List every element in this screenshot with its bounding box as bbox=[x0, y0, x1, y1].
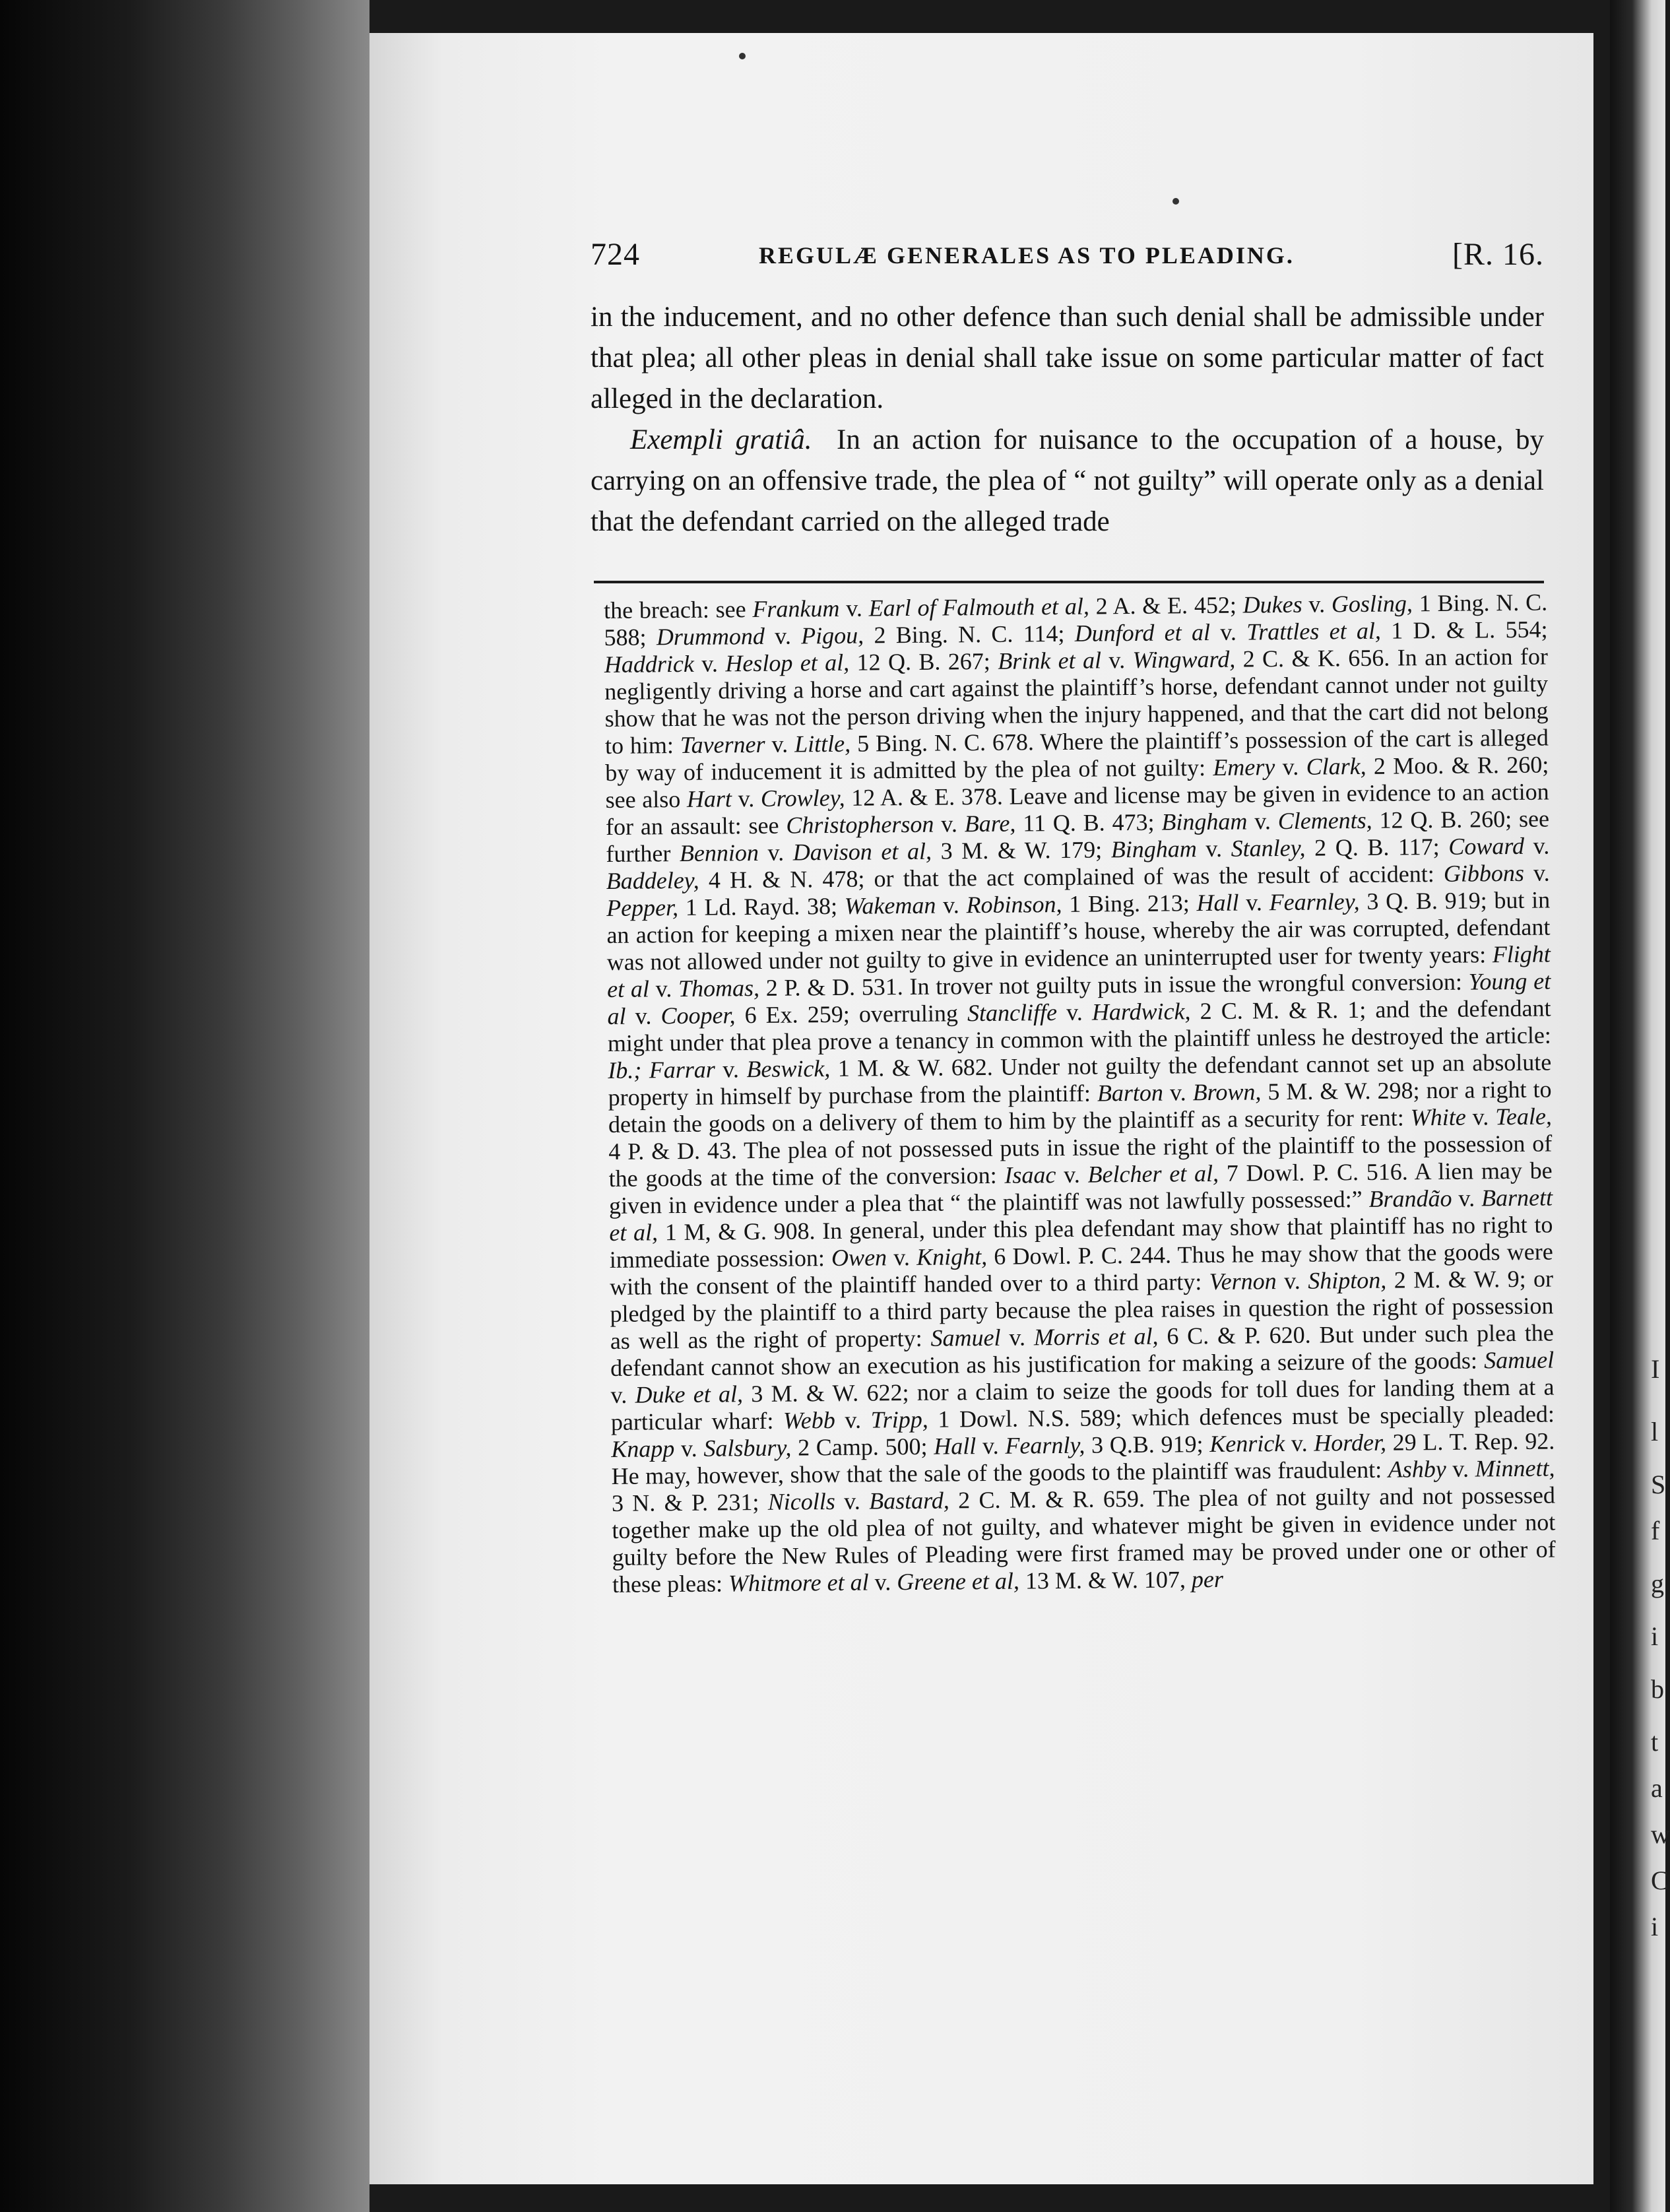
case-name: Duke et al, bbox=[635, 1381, 744, 1408]
footnote-text: v. bbox=[1000, 1324, 1035, 1351]
case-name: Dunford et al bbox=[1074, 618, 1211, 647]
page-number: 724 bbox=[591, 237, 640, 272]
footnote-text: v. bbox=[731, 785, 761, 812]
case-name: Whitmore et al bbox=[728, 1569, 869, 1597]
case-name: Shipton, bbox=[1308, 1266, 1387, 1294]
footnote-text: v. bbox=[1275, 753, 1306, 781]
footnote-text: 3 Q. B. 919; but in an action for keeping a mixen near the plaintiff’s house, whereby the air was corrupted, defendant was not allowed under not guilty to give in evidence an uninterrupted user for twenty years: bbox=[606, 886, 1551, 975]
footnote-text: v. bbox=[1209, 618, 1247, 645]
footnote-text: 29 L. T. Rep. 92. He may, however, show that the sale of the goods to the plaintiff was fraudulent: bbox=[611, 1427, 1555, 1489]
next-page-fragment: l bbox=[1651, 1417, 1659, 1447]
case-name: Greene et al, bbox=[897, 1567, 1020, 1596]
footnote-text: 3 M. & W. 622; nor a claim to seize the goods for toll dues for landing them at a particular wharf: bbox=[610, 1373, 1555, 1435]
case-name: Hall bbox=[934, 1433, 977, 1460]
footnote-text: v. bbox=[1056, 1161, 1088, 1188]
footnote-text bbox=[641, 1057, 649, 1083]
footnote-text: 2 Moo. & R. 260; see also bbox=[605, 751, 1549, 813]
case-name: Earl of Falmouth et al, bbox=[868, 593, 1090, 622]
ink-speck bbox=[1172, 198, 1179, 205]
footnote-text: v. bbox=[1163, 1079, 1193, 1106]
footnote-text: 5 M. & W. 298; nor a right to detain the goods on a delivery of them to him by the plaintiff as a security for rent: bbox=[608, 1076, 1552, 1138]
case-name: Brown, bbox=[1192, 1078, 1262, 1106]
case-name: Crowley, bbox=[760, 784, 845, 812]
footnote-text: 4 H. & N. 478; or that the act complained of was the result of accident: bbox=[699, 860, 1444, 894]
case-name: Ashby bbox=[1388, 1455, 1446, 1483]
footnote-text: v. bbox=[715, 1056, 747, 1083]
footnote-text: v. bbox=[626, 1002, 661, 1029]
case-name: Bennion bbox=[679, 839, 759, 867]
footnote-text: v. bbox=[1524, 832, 1550, 859]
case-name: White bbox=[1410, 1103, 1466, 1131]
footnote-text: 2 Camp. 500; bbox=[791, 1433, 934, 1461]
footnote-text: 1 Bing. N. C. 588; bbox=[604, 589, 1548, 651]
case-name: Drummond bbox=[656, 622, 765, 651]
footnote-text: v. bbox=[1452, 1185, 1482, 1212]
footnote-text: v. bbox=[764, 622, 802, 649]
adjacent-page-edge bbox=[1610, 0, 1670, 2212]
paragraph: in the inducement, and no other defence than such denial shall be admissible under that plea; all other pleas in denial shall take issue on some particular matter of fact alleged in the declaration. bbox=[591, 302, 1544, 414]
footnote-text: 11 Q. B. 473; bbox=[1015, 808, 1162, 837]
case-name: Belcher et al, bbox=[1087, 1159, 1219, 1188]
footnote-text: v. bbox=[1446, 1455, 1475, 1482]
footnote-text: 5 Bing. N. C. 678. Where the plaintiff’s possession of the cart is alleged by way of inducement it is admitted by the plea of not guilty: bbox=[605, 724, 1549, 786]
footnote-text: v. bbox=[835, 1406, 871, 1433]
footnote-text: v. bbox=[886, 1243, 917, 1271]
case-name: Tripp, bbox=[870, 1406, 928, 1433]
footnote-text: 2 P. & D. 531. In trover not guilty puts in issue the wrongful conversion: bbox=[759, 968, 1469, 1001]
case-name: Cooper, bbox=[660, 1002, 736, 1029]
case-name: Taverner bbox=[680, 731, 765, 758]
footnote-text: v. bbox=[1465, 1103, 1496, 1130]
next-page-fragment: C bbox=[1651, 1866, 1669, 1895]
book-page bbox=[369, 33, 1593, 2184]
footnote-text: v. bbox=[835, 1487, 870, 1514]
case-name: Coward bbox=[1448, 832, 1525, 860]
main-text bbox=[591, 297, 1544, 542]
section-reference: [R. 16. bbox=[1452, 237, 1544, 272]
case-name: Vernon bbox=[1209, 1268, 1277, 1295]
example-paragraph bbox=[591, 420, 1544, 542]
case-name: Clark, bbox=[1306, 752, 1366, 780]
case-name: Webb bbox=[783, 1406, 835, 1434]
next-page-fragment: g bbox=[1651, 1569, 1664, 1598]
footnote-text: 2 C. M. & R. 1; and the defendant might under that plea prove a tenancy in common with the plaintiff unless he destroyed the article: bbox=[607, 994, 1552, 1057]
case-name: Hall bbox=[1196, 889, 1239, 917]
footnote-text: v. bbox=[610, 1381, 635, 1408]
footnote-text: v. bbox=[1302, 591, 1332, 618]
case-name: Wakeman bbox=[844, 892, 936, 919]
case-name: Brandão bbox=[1368, 1185, 1452, 1212]
case-name: Morris et al, bbox=[1033, 1322, 1159, 1351]
footnote-text: 6 Dowl. P. C. 244. Thus he may show that the goods were with the consent of the plaintiff handed over to a third party: bbox=[609, 1238, 1553, 1300]
footnote-text: 2 M. & W. 9; or pledged by the plaintiff to a third party because the plea raises in question the right of possession as well as the right of property: bbox=[610, 1265, 1554, 1354]
case-name: Haddrick bbox=[604, 650, 695, 678]
footnote-text: v. bbox=[649, 975, 679, 1002]
case-name: Gosling, bbox=[1331, 590, 1413, 618]
case-name: Davison et al, bbox=[792, 837, 932, 866]
footnote-text: 3 Q.B. 919; bbox=[1085, 1431, 1210, 1458]
ink-speck bbox=[739, 53, 746, 59]
footnote-text: 3 M. & W. 179; bbox=[931, 836, 1111, 864]
footnote-text: v. bbox=[1101, 647, 1133, 674]
footnote-divider bbox=[594, 581, 1544, 583]
case-name: Christopherson bbox=[786, 810, 934, 839]
case-name: Young et al bbox=[607, 967, 1551, 1029]
case-name: Fearnley, bbox=[1269, 888, 1360, 916]
case-name: Gibbons bbox=[1443, 859, 1525, 887]
footnote-text: v. bbox=[934, 810, 965, 837]
case-name: Little, bbox=[794, 730, 851, 758]
running-title: REGULÆ GENERALES AS TO PLEADING. bbox=[759, 242, 1295, 269]
footnote-text: the breach: see bbox=[604, 596, 753, 624]
case-name: Isaac bbox=[1004, 1161, 1056, 1188]
footnote-text: v. bbox=[1196, 835, 1231, 862]
footnote-text: 4 P. & D. 43. The plea of not possessed puts in issue the right of the plaintiff to the possession of the goods at the time of the conversion: bbox=[608, 1130, 1553, 1192]
footnote-text: v. bbox=[1276, 1267, 1308, 1295]
case-name: Heslop et al, bbox=[725, 649, 850, 677]
footnote-text: 2 C. & K. 656. In an action for negligently driving a horse and cart against the plaintiff’s horse, defendant cannot under not guilty show that he was not the person driving when the injury happened, and that the cart did not belong to him: bbox=[604, 643, 1549, 759]
case-name: Thomas, bbox=[678, 974, 760, 1002]
footnote-text: v. bbox=[758, 839, 793, 866]
case-name: Nicolls bbox=[767, 1487, 835, 1515]
footnote-text: 2 A. & E. 452; bbox=[1089, 591, 1243, 620]
next-page-fragment: I bbox=[1651, 1354, 1660, 1384]
footnote-text: v. bbox=[674, 1435, 704, 1462]
footnote-text: 2 Q. B. 117; bbox=[1305, 833, 1449, 861]
case-name: Pigou, bbox=[800, 622, 864, 649]
footnote-text: 13 M. & W. 107, bbox=[1019, 1566, 1192, 1594]
next-page-fragment: f bbox=[1651, 1516, 1660, 1545]
case-name: Barton bbox=[1097, 1079, 1164, 1107]
next-page-fragment: i bbox=[1651, 1621, 1659, 1651]
case-name: Ib.; bbox=[608, 1057, 642, 1084]
case-name: Hart bbox=[686, 785, 732, 812]
case-name: Clements, bbox=[1277, 806, 1372, 835]
case-name: Wingward, bbox=[1132, 645, 1236, 674]
case-name: Bare, bbox=[964, 810, 1016, 837]
footnote-text: 1 Ld. Rayd. 38; bbox=[678, 892, 845, 921]
footnote-text: 1 Dowl. N.S. 589; which defences must be specially pleaded: bbox=[928, 1400, 1555, 1433]
footnote-text: 1 M. & W. 682. Under not guilty the defendant cannot set up an absolute property in himself by purchase from the plaintiff: bbox=[608, 1049, 1552, 1111]
footnote-text: 1 M, & G. 908. In general, under this plea defendant may show that plaintiff has no right to immediate possession: bbox=[609, 1211, 1553, 1273]
running-head bbox=[591, 236, 1544, 276]
case-name: Dukes bbox=[1242, 591, 1302, 618]
footnote-text: 3 N. & P. 231; bbox=[611, 1488, 768, 1516]
footnote-text: 12 Q. B. 267; bbox=[849, 647, 998, 676]
footnote-text: v. bbox=[1056, 998, 1093, 1026]
footnote-text: v. bbox=[1285, 1429, 1314, 1457]
footnote-text: v. bbox=[693, 650, 726, 677]
case-name: Flight et al bbox=[607, 940, 1551, 1002]
footnote-text: v. bbox=[1238, 889, 1269, 916]
case-name: Knight, bbox=[916, 1243, 988, 1270]
case-name: Samuel bbox=[930, 1324, 1001, 1351]
footnote-text: v. bbox=[976, 1432, 1006, 1460]
case-name: Teale, bbox=[1495, 1103, 1553, 1130]
case-name: Bastard, bbox=[868, 1487, 949, 1514]
case-name: Bingham bbox=[1161, 808, 1248, 835]
case-name: Pepper, bbox=[606, 894, 679, 921]
footnote-text: 1 D. & L. 554; bbox=[1380, 616, 1548, 644]
footnote-text: 1 Bing. 213; bbox=[1062, 890, 1197, 917]
next-page-fragment: i bbox=[1651, 1912, 1659, 1941]
case-name: Baddeley, bbox=[606, 866, 699, 894]
case-name: Emery bbox=[1213, 754, 1275, 781]
case-name: per bbox=[1191, 1565, 1224, 1593]
example-text: In an action for nuisance to the occupation of a house, by carrying on an offensive trade, the plea of “ not guilty” will operate only as a denial that the defendant carried on the alleged trade bbox=[591, 424, 1545, 537]
case-name: Stancliffe bbox=[967, 999, 1058, 1027]
footnote-text: 2 Bing. N. C. 114; bbox=[863, 620, 1075, 649]
footnote-text: 2 C. M. & R. 659. The plea of not guilty and not possessed together make up the old plea of not guilty, and whatever might be given in evidence under not guilty before the New Rules of Pleading were first framed may be proved under one or other of these pleas: bbox=[612, 1481, 1556, 1598]
next-page-fragment: t bbox=[1651, 1727, 1659, 1757]
example-label: Exempli gratiâ. bbox=[630, 424, 812, 455]
case-name: Owen bbox=[831, 1244, 887, 1272]
case-name: Minnett, bbox=[1475, 1454, 1555, 1482]
case-name: Bingham bbox=[1110, 835, 1197, 863]
case-name: Stanley, bbox=[1231, 834, 1306, 862]
next-page-fragment: S bbox=[1651, 1470, 1666, 1499]
case-name: Kenrick bbox=[1209, 1430, 1285, 1458]
footnote-text: v. bbox=[1247, 808, 1278, 835]
case-name: Fearnly, bbox=[1005, 1431, 1085, 1459]
case-name: Trattles et al, bbox=[1246, 617, 1382, 645]
footnote bbox=[604, 589, 1556, 1598]
footnote-text: v. bbox=[936, 892, 967, 919]
footnote-text: v. bbox=[839, 595, 869, 622]
footnote-text: 12 A. & E. 378. Leave and license may be given in evidence to an action for an assault: see bbox=[605, 778, 1549, 840]
footnote-text: v. bbox=[1524, 859, 1550, 886]
case-name: Samuel bbox=[1483, 1346, 1555, 1374]
case-name: Barnett et al, bbox=[609, 1184, 1553, 1246]
case-name: Robinson, bbox=[966, 890, 1062, 919]
next-page-fragment: b bbox=[1651, 1674, 1664, 1704]
footnote-text: 12 Q. B. 260; see further bbox=[606, 805, 1550, 867]
case-name: Farrar bbox=[649, 1056, 715, 1084]
case-name: Hardwick, bbox=[1091, 998, 1191, 1025]
footnote-text: 7 Dowl. P. C. 516. A lien may be given in evidence under a plea that “ the plaintiff was not lawfully possessed:” bbox=[608, 1157, 1553, 1219]
next-page-fragment: w bbox=[1651, 1819, 1670, 1849]
case-name: Frankum bbox=[752, 595, 840, 623]
case-name: Brink et al bbox=[998, 647, 1102, 674]
case-name: Horder, bbox=[1314, 1429, 1387, 1456]
next-page-fragment: a bbox=[1651, 1773, 1663, 1803]
book-binding-shadow bbox=[0, 0, 369, 2212]
footnote-text: v. bbox=[868, 1569, 897, 1596]
footnote-text: 6 C. & P. 620. But under such plea the defendant cannot show an execution as his justification for making a seizure of the goods: bbox=[610, 1319, 1554, 1381]
case-name: Beswick, bbox=[746, 1055, 831, 1083]
case-name: Knapp bbox=[611, 1435, 675, 1462]
footnote-text: v. bbox=[765, 731, 795, 758]
case-name: Salsbury, bbox=[703, 1434, 792, 1462]
footnote-text: 6 Ex. 259; overruling bbox=[735, 1000, 968, 1029]
